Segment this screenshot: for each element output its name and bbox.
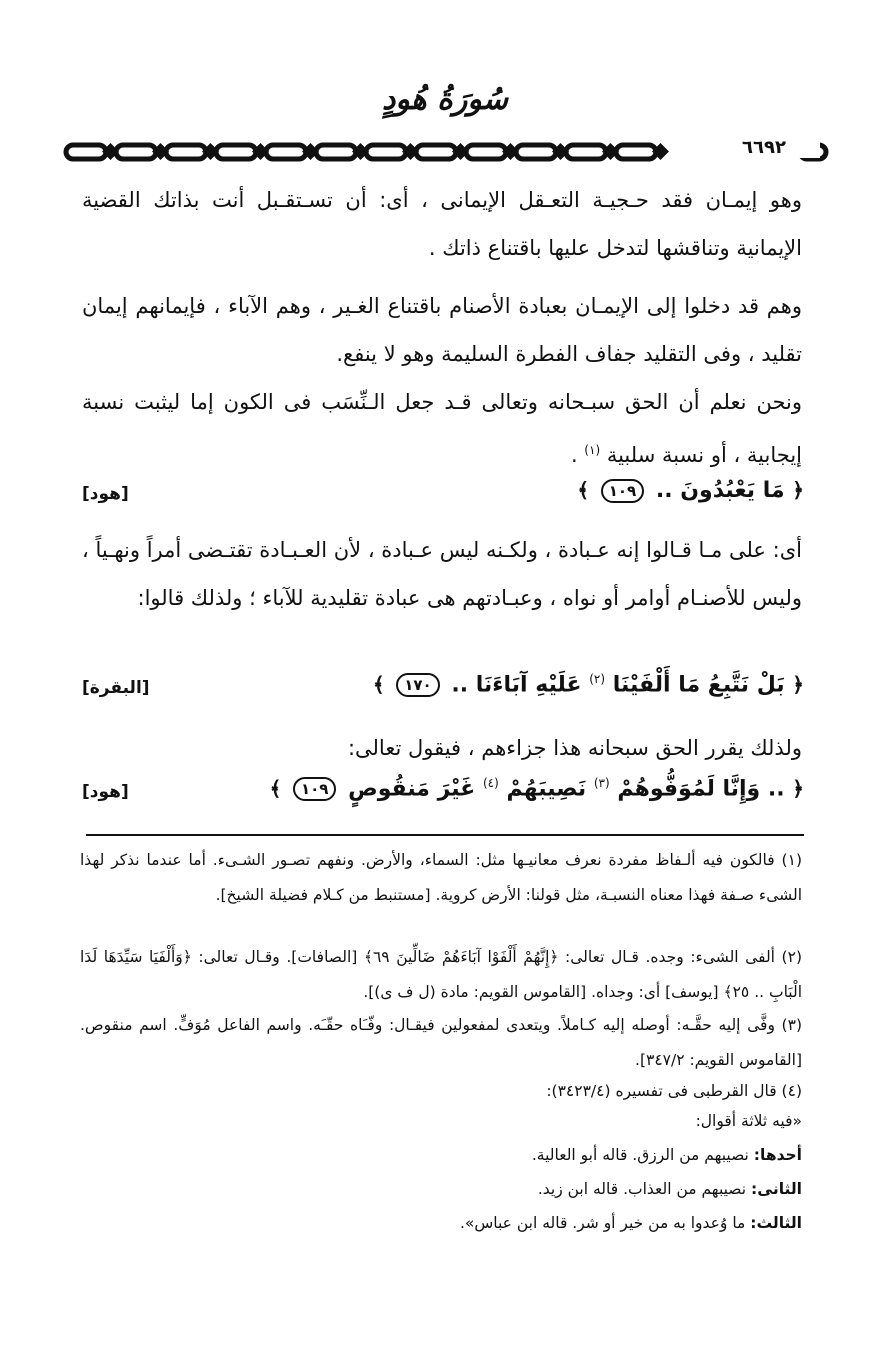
chain-diamond [656,147,666,157]
ayah-number: ١٠٩ [601,479,644,503]
chain-link [566,145,606,159]
verse-3-text [270,776,804,801]
verse-open-bracket: ﴿ [792,776,804,801]
opinion-2-label: الثانى: [751,1180,802,1198]
footnote-4-intro: (٤) قال القرطبى فى تفسيره (٣٤٢٣/٤): [546,1082,802,1100]
footnote-4-quote-intro: «فيه ثلاثة أقوال: [695,1112,802,1130]
verse-3 [82,776,804,820]
chain-link [266,145,306,159]
paragraph-2: وهم قد دخلوا إلى الإيمـان بعبادة الأصنام باقتناع الغـير ، وهم الآباء ، فإيمانهم إيمان تقليد ، وفى التقليد جفاف الفطرة السليمة وهو لا ينفع. [82,294,802,366]
chain-link [66,145,106,159]
chain-link [116,145,156,159]
footnote-4-opinion-1 [532,1146,802,1164]
verse-2-part-1: بَلْ نَتَّبِعُ مَا أَلْفَيْنَا [612,672,785,698]
verse-close-bracket: ﴾ [577,478,590,502]
footnote-3: (٣) وفَّى إليه حقَّـه: أوصله إليه كـاملاً. ويتعدى لمفعولين فيقـال: وفّـَاه حقّـَه. واسم الفاعل مُوَفٍّ. اسم منقوص. [القاموس القويم: ٣٤٧/٢]. [80,1016,802,1069]
footnote-2: (٢) ألفى الشىء: وجده. قـال تعالى: ﴿إِنَّهُمْ أَلْفَوْا آبَاءَهُمْ ضَالِّينَ ٦٩﴾ [الصافات]. وقـال تعالى: ﴿وَأَلْفَيَا سَيِّدَهَا لَدَا الْبَابِ .. ٢٥﴾ [يوسف] أى: وجداه. [القاموس القويم: مادة (ل ف ى)]. [80,948,802,1001]
chain-link [366,145,406,159]
verse-3-source: [هود] [82,782,129,802]
verse-3-part-1: .. وَإِنَّا لَمُوَفُّوهُمْ [617,776,785,802]
opinion-3-label: الثالث: [750,1214,802,1232]
chain-link [466,145,506,159]
footnote-ref-4: (٤) [482,776,499,790]
verse-open-bracket: ﴿ [792,672,804,697]
verse-1-words: مَا يَعْبُدُونَ .. [655,478,785,503]
footnote-divider [86,834,804,836]
paragraph-4: أى: على مـا قـالوا إنه عـبادة ، ولكـنه ليس عـبادة ، لأن العـبـادة تقتـضى أمراً ونهـياً ، وليس للأصنـام أوامر أو نواه ، وعبـادتهم هى عبادة تقليدية للآباء ؛ ولذلك قالوا: [82,538,802,610]
verse-close-bracket: ﴾ [372,672,385,697]
verse-2 [82,672,804,716]
footnote-4-opinion-2 [538,1180,802,1198]
opinion-2-text: نصيبهم من العذاب. قاله ابن زيد. [537,1180,747,1198]
paragraph-1: وهو إيمـان فقد حـجيـة التعـقل الإيمانى ، أى: أن تسـتقـبل أنت بذاتك القضية الإيمانية وتناقشها لتدخل عليها باقتناع ذاتك . [82,188,802,260]
chain-link [166,145,206,159]
surah-title: سُورَةُ هُودٍ [382,82,508,117]
paragraph-5: ولذلك يقرر الحق سبحانه هذا جزاءهم ، فيقول تعالى: [347,736,802,760]
verse-2-part-2: عَلَيْهِ آبَاءَنَا .. [451,672,582,698]
chain-link [416,145,456,159]
verse-2-text [373,672,804,697]
verse-close-bracket: ﴾ [269,776,282,801]
footnote-4-opinion-3 [460,1214,802,1232]
opinion-1-label: أحدها: [753,1146,802,1164]
chain-link [516,145,556,159]
ayah-number: ١٧٠ [396,673,439,697]
verse-3-part-3: غَيْرَ مَنقُوصٍ [348,776,476,802]
footnote-1: (١) فالكون فيه ألـفاظ مفردة نعرف معانيـها مثل: السماء، والأرض. ونفهم تصـور الشـىء. أما عندما نذكر لهذا الشىء صـفة فهذا معناه النسبـة، مثل قولنا: الأرض كروية. [مستنبط من كـلام فضيلة الشيخ]. [80,851,802,904]
footnote-ref-3: (٣) [593,776,610,790]
footnote-ref-2: (٢) [589,672,606,686]
opinion-3-text: ما وُعدوا به من خير أو شر. قاله ابن عباس». [459,1214,746,1232]
chain-link [316,145,356,159]
page-number: ٦٦٩٢ [708,137,820,158]
ayah-number: ١٠٩ [293,777,336,801]
chain-link [616,145,656,159]
opinion-1-text: نصيبهم من الرزق. قاله أبو العالية. [531,1146,749,1164]
verse-1 [82,478,804,522]
verse-1-text [577,478,804,503]
verse-1-source: [هود] [82,484,129,504]
verse-2-source: [البقرة] [82,678,150,698]
paragraph-3: ونحن نعلم أن الحق سبـحانه وتعالى قـد جعل الـنِّسَب فى الكون إما ليثبت نسبة إيجابية ، أو نسبة سلبية $^{(١)}$ . [82,390,802,467]
verse-open-bracket: ﴿ [792,478,804,502]
chain-link [216,145,256,159]
paragraph-3-text: ونحن نعلم أن الحق سبـحانه وتعالى قـد جعل الـنِّسَب فى الكون إما ليثبت نسبة إيجابية ، أو نسبة سلبية [82,390,802,467]
footnote-ref-1: (١) [584,443,601,457]
verse-3-part-2: نَصِيبَهُمْ [506,776,587,802]
